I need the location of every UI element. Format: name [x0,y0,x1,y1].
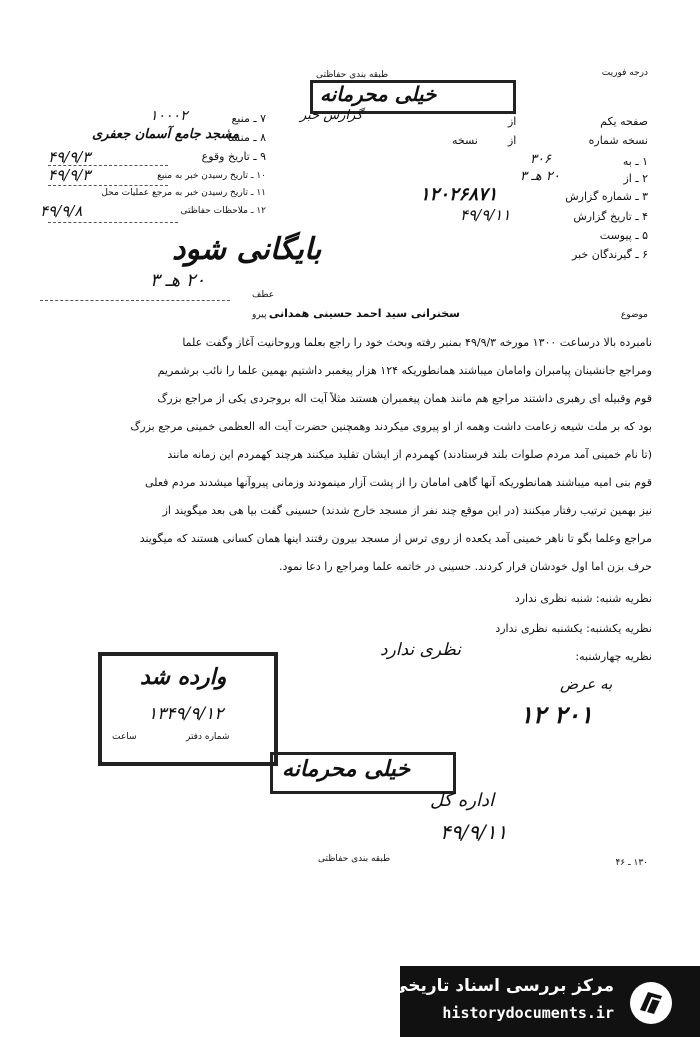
field-10-label: ۱۰ ـ تاریخ رسیدن خبر به منبع [157,171,266,181]
field-9-value: ۴۹/۹/۳ [48,148,91,166]
classification-label-top: طبقه بندی حفاظتی [316,70,389,80]
classification-stamp-text: خیلی محرمانه [320,82,437,106]
field-10-value: ۴۹/۹/۳ [48,166,91,184]
field-rule [48,222,178,223]
received-stamp-title: وارده شد [140,664,227,690]
divider [40,300,230,301]
body-line: بود که بر ملت شیعه زعامت داشت وهمه از او پیروی میکردند وهمچنین حضرت آیت اله العظمی خمینی مرجع بزرگ [130,420,652,433]
field-3-value: ۱۲۰۲۶۸۷۱ [420,184,498,205]
opinion-sunday: نظریه یکشنبه: یکشنبه نظری ندارد [495,622,652,635]
peyro-label: پیرو [252,310,267,320]
classification-label-bottom: طبقه بندی حفاظتی [318,854,391,864]
watermark-title: مرکز بررسی اسناد تاریخی [391,976,614,996]
handwritten-note-1: نظری ندارد [380,640,461,660]
field-1-value: ۳۰۶ [530,152,551,167]
field-rule [48,165,168,166]
body-line: نیز بهمین ترتیب رفتار میکنند (در این موقع چند نفر از مسجد خارج شدند) حسینی گفت بیا هی بعد میگویند از [162,504,652,517]
copy-suffix: نسخه [452,134,478,147]
body-line: قوم بنی امیه میباشند همانطوریکه آنها گاهی امامان را از پشت آزار مینمودند وزمانی پیروآنها میشدند مردم فعلی [145,476,652,489]
received-stamp-date: ۱۳۴۹/۹/۱۲ [148,704,224,724]
archive-code: ۲۰ هـ ۳ [150,270,206,291]
received-stamp-time: ساعت [112,732,137,742]
copy-of: از [508,134,517,147]
atf-label: عطف [252,290,275,300]
field-8-label: ۸ ـ منشأ [227,131,266,144]
archive-logo-icon [628,980,674,1026]
received-stamp-no: شماره دفتر [186,732,230,742]
opinion-wednesday: نظریه چهارشنبه: [575,650,652,663]
body-line: نامبرده بالا درساعت ۱۳۰۰ مورخه ۴۹/۹/۳ بمنبر رفته وبحث خود را راجع بعلما وروحانیت آغاز وگفت علما [182,336,652,349]
handwritten-note-4: اداره کل [430,790,495,811]
field-1-label: ۱ ـ به [622,155,648,168]
classification-stamp-bottom-text: خیلی محرمانه [282,756,411,782]
field-12-value: ۴۹/۹/۸ [40,202,83,220]
field-rule [48,185,168,186]
urgency-label: درجه فوریت [601,68,648,78]
field-2-label: ۲ ـ از [623,172,648,185]
handwritten-note-2: به عرض [560,675,613,693]
field-7-value: ۱۰۰۰۲ [150,108,188,124]
body-line: حرف بزن اما اول خودشان فرار کردند. حسینی در خاتمه علما ومراجع را دعا نمود. [278,560,652,573]
opinion-saturday: نظریه شنبه: شنبه نظری ندارد [514,592,652,605]
handwritten-note-5: ۴۹/۹/۱۱ [440,820,508,844]
subject-value: سخنرانی سید احمد حسینی همدانی [268,307,460,320]
field-5-label: ۵ ـ پیوست [599,229,648,242]
field-2-value: ۲۰ هـ ۳ [520,169,560,184]
copy-number-label: نسخه شماره [588,134,648,147]
field-12-label: ۱۲ ـ ملاحظات حفاظتی [180,206,266,216]
field-8-value: مسجد جامع آسمان جعفری [92,127,239,142]
body-line: (تا نام خمینی آمد مردم صلوات بلند فرستادند) کهمردم از ایشان تقلید میکنند هرچند کهمردم این زمانه مانند [167,448,652,461]
page-number-label: صفحه یکم [600,115,648,128]
handwritten-note-3: ۲۰۱ ۱۲ [520,700,593,729]
field-6-label: ۶ ـ گیرندگان خبر [572,248,648,261]
field-11-label: ۱۱ ـ تاریخ رسیدن خبر به مرجع عملیات محل [101,188,266,198]
body-line: ومراجع جانشینان پیامبران وامامان میباشند همانطوریکه ۱۲۴ هزار پیغمبر داشتیم بهمین علما را نائب برشمریم [157,364,652,377]
report-type-text: گزارش خبر [300,108,363,123]
field-4-label: ۴ ـ تاریخ گزارش [573,210,648,223]
field-9-label: ۹ ـ تاریخ وقوع [201,150,266,163]
field-7-label: ۷ ـ منبع [231,112,266,125]
body-line: مراجع وعلما بگو تا ناهر خمینی آمد یکعده از روی ترس از مسجد بیرون رفتند اینها همان کسانی هستند که میگویند [139,532,652,545]
archive-note: بایگانی شود [172,232,322,267]
watermark-url: historydocuments.ir [442,1004,614,1022]
field-4-value: ۴۹/۹/۱۱ [460,206,511,224]
field-3-label: ۳ ـ شماره گزارش [565,190,648,203]
body-line: قوم وقبیله ای رهبری داشتند مراجع هم مانند همان پیغمبران هستند مثلاً آیت اله بروجردی یکی از مراجع بزرگ [157,392,652,405]
subject-label: موضوع [620,310,648,320]
form-code: ۱۳۰ ـ ۴۶ [615,858,648,868]
page-from: از [508,115,517,128]
